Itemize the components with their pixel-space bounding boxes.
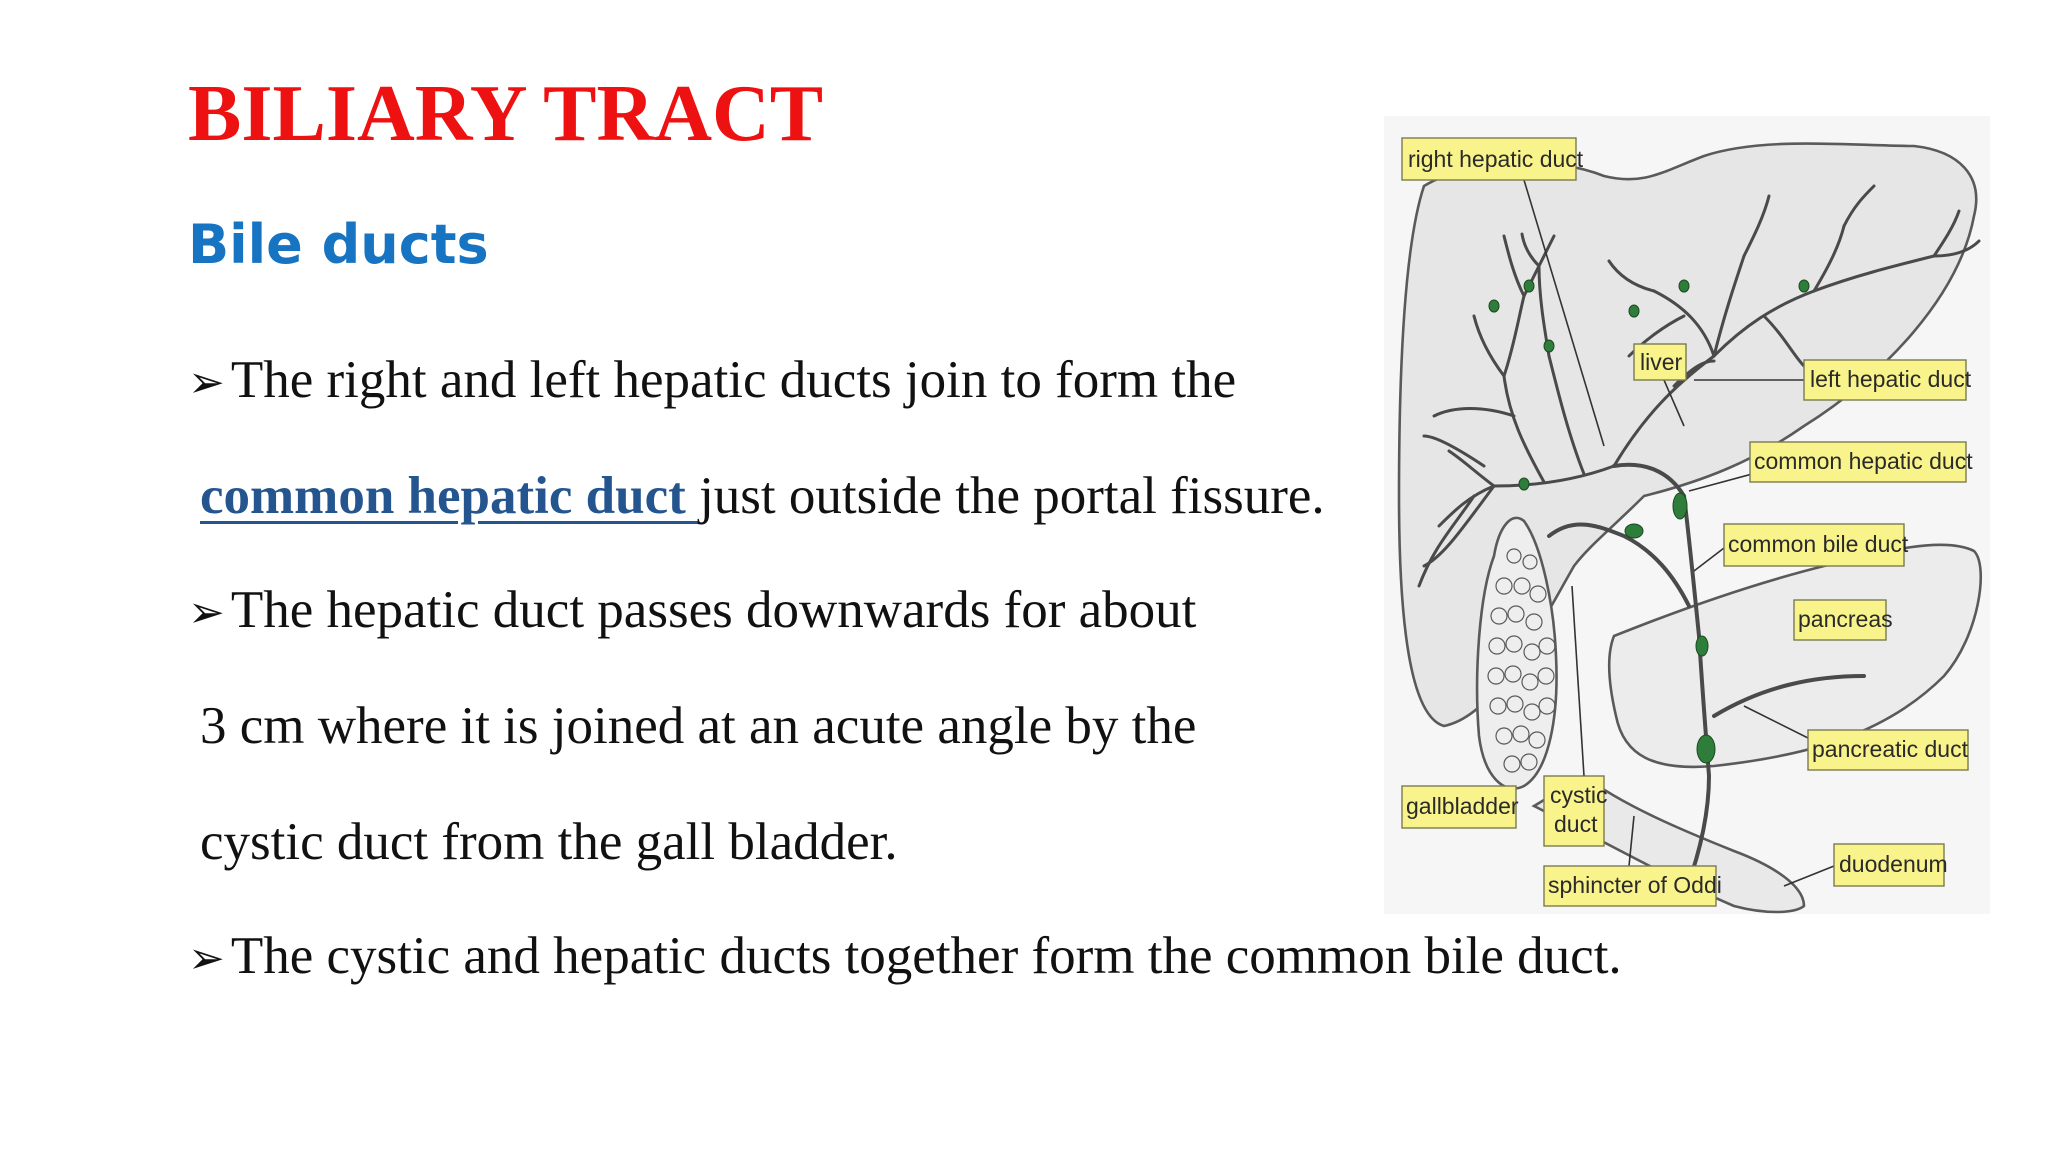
paragraph-2-text: The hepatic duct passes downwards for about — [230, 581, 1197, 639]
common-hepatic-duct-link[interactable]: common hepatic duct — [200, 467, 700, 525]
paragraph-1-line-2 — [200, 467, 1325, 525]
label-common-bile-duct — [1724, 524, 1909, 566]
svg-text:cystic: cystic — [1550, 782, 1608, 808]
bullet-arrow-icon: ➢ — [188, 934, 225, 983]
label-gallbladder — [1402, 786, 1519, 828]
label-duodenum — [1834, 844, 1948, 886]
paragraph-3-line-1 — [188, 927, 1622, 985]
svg-text:left hepatic duct: left hepatic duct — [1810, 366, 1972, 392]
label-liver — [1634, 344, 1686, 380]
biliary-diagram-svg — [1384, 116, 1990, 914]
paragraph-3-text: The cystic and hepatic ducts together form the common bile duct. — [230, 927, 1622, 985]
paragraph-1-text: The right and left hepatic ducts join to form the — [230, 351, 1237, 409]
svg-text:common hepatic duct: common hepatic duct — [1754, 448, 1973, 474]
bullet-arrow-icon: ➢ — [188, 358, 225, 407]
paragraph-2-line-1 — [188, 581, 1197, 639]
paragraph-2-line-2: 3 cm where it is joined at an acute angle by the — [200, 697, 1197, 755]
svg-text:liver: liver — [1640, 349, 1683, 375]
svg-text:duodenum: duodenum — [1839, 851, 1948, 877]
label-cystic-duct — [1544, 776, 1608, 846]
label-pancreatic-duct — [1808, 730, 1969, 770]
label-sphincter-of-oddi — [1544, 866, 1722, 906]
label-pancreas — [1794, 600, 1893, 640]
paragraph-1-text-rest: just outside the portal fissure. — [699, 467, 1325, 525]
svg-text:pancreatic duct: pancreatic duct — [1812, 736, 1968, 762]
paragraph-1-line-1 — [188, 351, 1237, 409]
label-common-hepatic-duct — [1750, 442, 1973, 482]
svg-text:right hepatic duct: right hepatic duct — [1408, 146, 1584, 172]
svg-text:gallbladder: gallbladder — [1406, 793, 1519, 819]
svg-text:sphincter of Oddi: sphincter of Oddi — [1548, 872, 1722, 898]
slide-subtitle: Bile ducts — [188, 213, 489, 276]
svg-text:pancreas: pancreas — [1798, 606, 1893, 632]
label-left-hepatic-duct — [1804, 360, 1972, 400]
svg-text:duct: duct — [1554, 811, 1598, 837]
biliary-tract-diagram — [1384, 116, 1990, 914]
label-right-hepatic-duct — [1402, 138, 1584, 180]
svg-text:common bile duct: common bile duct — [1728, 531, 1909, 557]
paragraph-2-line-3: cystic duct from the gall bladder. — [200, 813, 898, 871]
slide-title: BILIARY TRACT — [188, 70, 824, 158]
bullet-arrow-icon: ➢ — [188, 588, 225, 637]
